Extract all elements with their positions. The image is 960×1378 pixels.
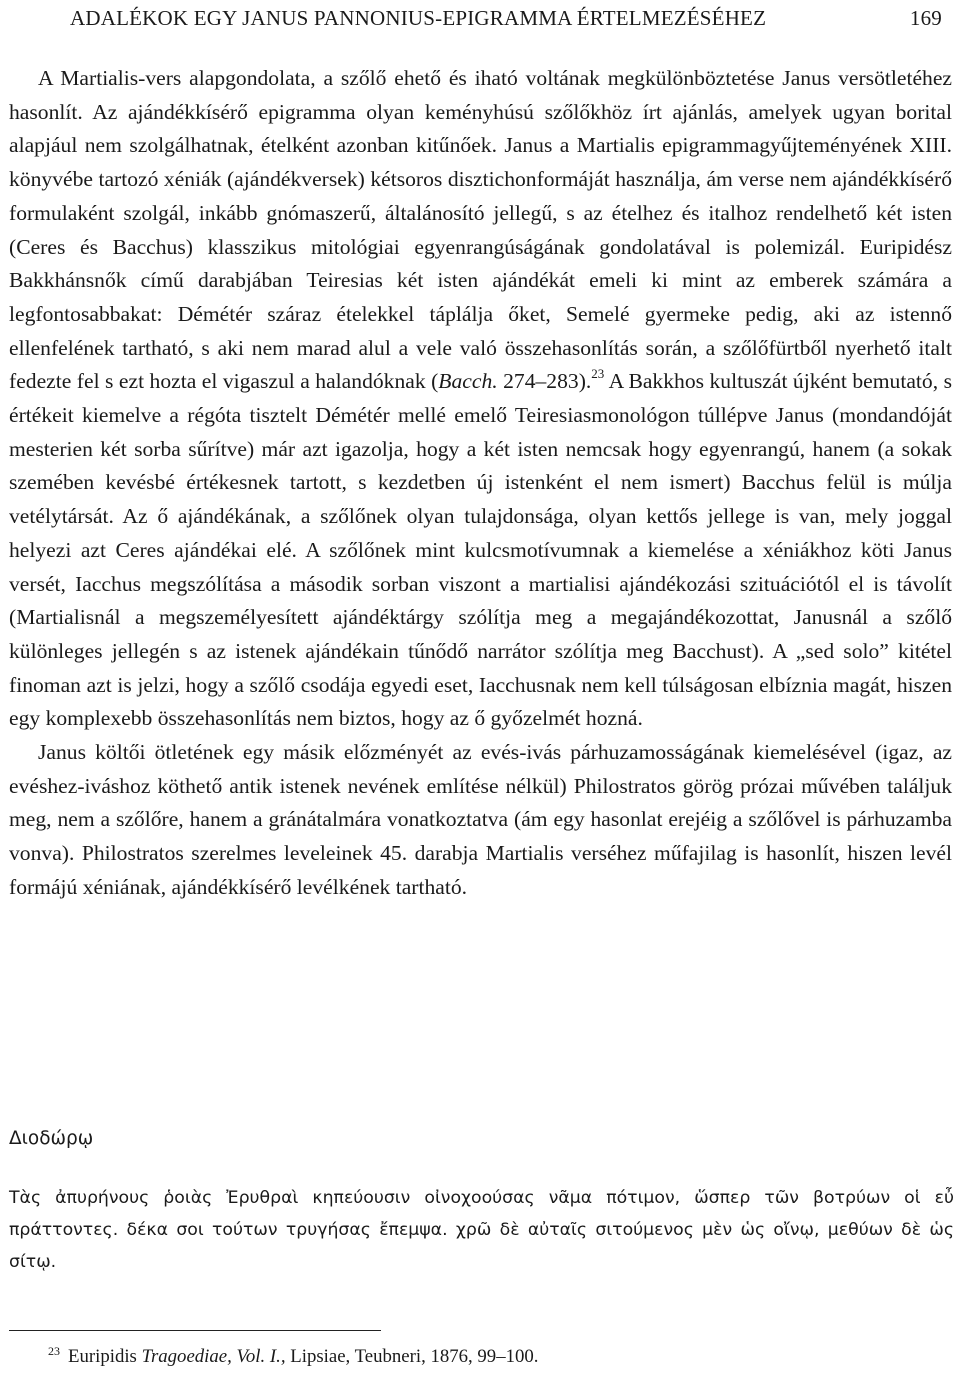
greek-letter-heading: Διοδώρῳ	[9, 1128, 94, 1149]
paragraph-1	[9, 62, 952, 736]
page-number: 169	[909, 6, 942, 30]
paragraph-1-text-a: A Martialis-vers alapgondolata, a szőlő ehető és iható voltának megkülönböztetése Janus versötletéhez hasonlít. Az ajándékkísérő epigramma olyan keményhúsú szőlőkhöz írt ajánlás, amelyek ugyan borital alapjául nem szolgálhatnak, ételként azonban kitűnőek. Janus a Martialis epigrammagyűjteményének XIII. könyvébe tartozó xéniák (ajándékversek) kétsoros disztichonformáját használja, ám verse nem ajándékkísérő formulaként szolgál, inkább gnómaszerű, általánosító jellegű, s az ételhez és italhoz rendelhető két isten (Ceres és Bacchus) klasszikus mitológiai egyenrangúságának gondolatával is polemizál. Euripidész Bakkhánsnők című darabjában Teiresias két isten ajándékát emeli ki mint az emberek számára a legfontosabbakat: Démétér száraz ételekkel táplálja őket, Semelé gyermeke pedig, aki az istennő ellenfelének tartható, s aki nem marad alul a vele való összehasonlítás során, a szőlőfürtből nyerhető italt fedezte fel s ezt hozta el vigaszul a halandóknak (	[9, 66, 952, 394]
greek-letter-text: Τὰς ἀπυρήνους ῥοιὰς Ἐρυθραὶ κηπεύουσιν οἰνοχοούσας νᾶμα πότιμον, ὥσπερ τῶν βοτρύων οἱ εὖ πράττοντες. δέκα σοι τούτων τρυγήσας ἔπεμψα. χρῶ δὲ αὐταῖς σιτούμενος μὲν ὡς οἴνῳ, μεθύων δὲ ὡς σίτῳ.	[9, 1188, 954, 1272]
citation-bacch: Bacch.	[438, 369, 498, 394]
footnote-text-pre: Euripidis	[68, 1346, 142, 1367]
footnote-text-post: Lipsiae, Teubneri, 1876, 99–100.	[285, 1346, 539, 1367]
running-head	[10, 6, 950, 36]
paragraph-1-text-b: 274–283).	[497, 369, 592, 394]
footnote-title: Tragoediae, Vol. I.,	[141, 1346, 286, 1367]
footnote-reference[interactable]: 23	[591, 366, 605, 382]
paragraph-2: Janus költői ötletének egy másik előzményét az evés-ivás párhuzamosságának kiemelésével (igaz, az evéshez-iváshoz köthető antik istenek nevének említése nélkül) Philostratos görög prózai művében találjuk meg, nem a szőlőre, hanem a gránátalmára vonatkoztatva (ám egy hasonlat erejéig a szőlővel is párhuzamba vonva). Philostratos szerelmes leveleinek 45. darabja Martialis verséhez műfajilag is hasonlít, hiszen levél formájú xéniának, ajándékkísérő levélkének tartható.	[9, 740, 952, 899]
paragraph-1-text-c: A Bakkhos kultuszát újként bemutató, s értékeit kiemelve a régóta tisztelt Démétér mellé emelő Teiresiasmonológon túllépve Janus (mondandóját mesterien két sorba sűrítve) már azt igazolja, hogy a két isten nemcsak hogy egyenrangú, hanem (a sokak szemében kevésbé értékesnek tartott, s kezdetben új istenként el nem ismert) Bacchus felül is múlja vetélytársát. Az ő ajándékának, a szőlőnek olyan tulajdonsága, olyan kettős jellege is van, mely joggal helyezi azt Ceres ajándékai elé. A szőlőnek mint kulcsmotívumnak a kiemelése a xéniákhoz köti Janus versét, Iacchus megszólítása a második sorban viszont a martialisi ajándékozási szituációtól el is távolít (Martialisnál a megszemélyesített ajándéktárgy szólítja meg a megajándékozottat, Janusnál a szőlő különleges jellegén s az istenek ajándékain tűnődő narrátor szólítja meg Bacchust). A „sed solo” kitétel finoman azt is jelzi, hogy a szőlő csodája egyedi eset, Iacchusnak nem kell túlságosan elbíznia magát, hiszen egy komplexebb összehasonlítás nem biztos, hogy az ő győzelmét hozná.	[9, 369, 952, 731]
footnote-divider	[9, 1330, 381, 1331]
main-text	[9, 62, 952, 905]
running-head-title: ADALÉKOK EGY JANUS PANNONIUS-EPIGRAMMA ÉRTELMEZÉSÉHEZ	[70, 6, 767, 30]
footnote	[48, 1346, 538, 1368]
footnote-mark: 23	[48, 1344, 60, 1358]
